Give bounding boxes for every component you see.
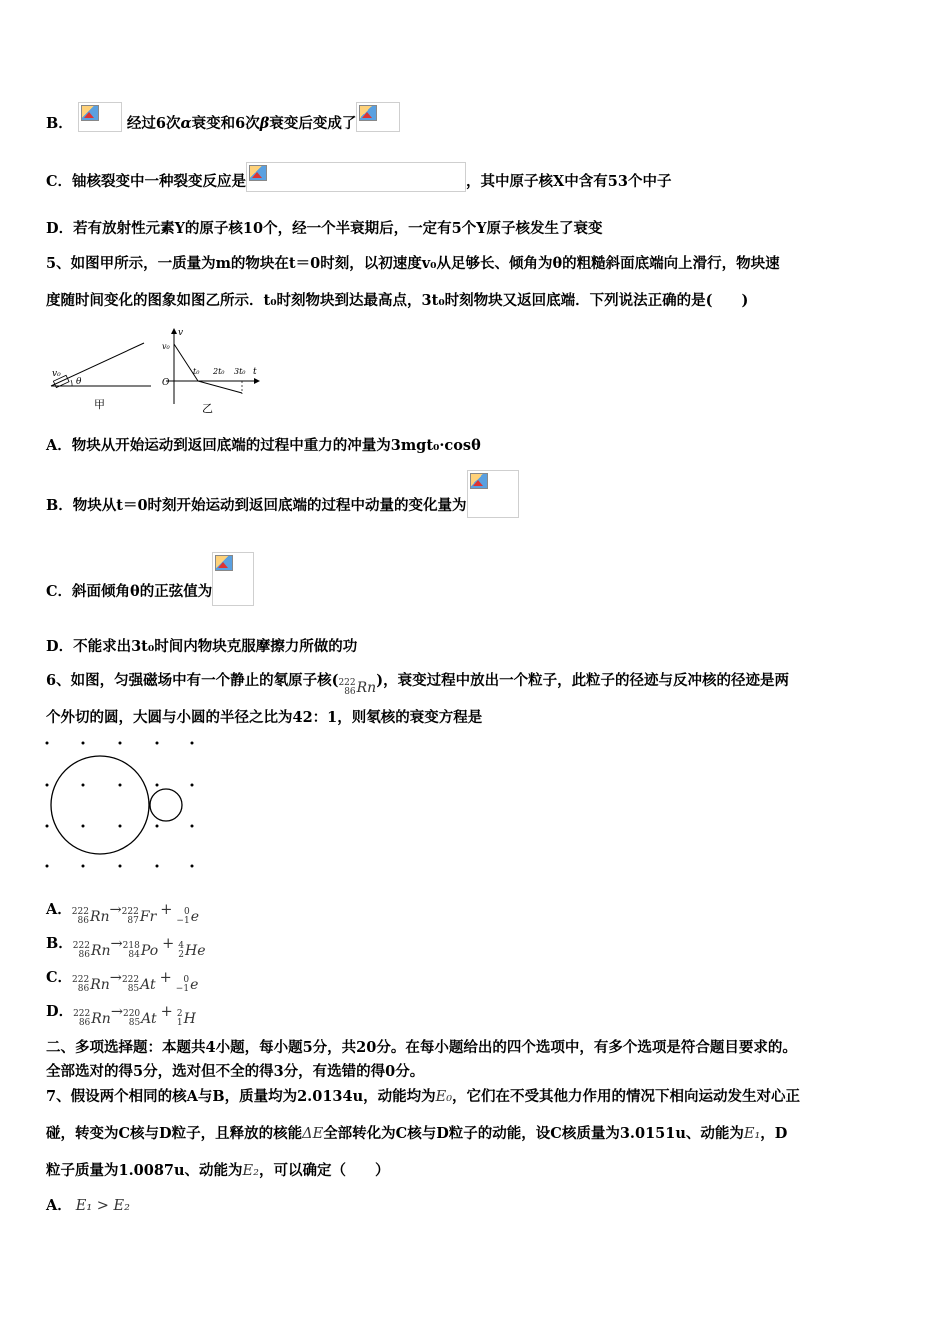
image-placeholder-icon — [356, 102, 400, 132]
theta-label: θ — [76, 377, 82, 387]
plus-sign: + — [159, 970, 172, 986]
emitted-particle: 0 −1 e — [176, 907, 199, 926]
arrow: → — [109, 902, 122, 918]
parent-nucleus: 222 86 Rn — [72, 975, 110, 994]
q5-option-a: A．物块从开始运动到返回底端的过程中重力的冲量为3mgt₀·cosθ — [46, 437, 481, 454]
q7-option-a-formula: E₁ > E₂ — [75, 1198, 130, 1214]
q6-magnetic-field-figure — [40, 736, 205, 872]
arrow: → — [110, 936, 123, 952]
2t0-tick-label: 2t₀ — [213, 367, 225, 376]
image-placeholder-icon — [212, 552, 254, 606]
q6-stem-line2: 个外切的圆，大圆与小圆的半径之比为42：1，则氡核的衰变方程是 — [46, 709, 483, 726]
option-letter: A． — [46, 901, 72, 918]
radon-nucleus: 222 86 Rn — [338, 678, 377, 697]
v0-label-jia: v₀ — [52, 369, 61, 379]
q4-option-c: C．铀核裂变中一种裂变反应是 ，其中原子核X中含有53个中子 — [46, 172, 671, 192]
arrow: → — [110, 1004, 123, 1020]
daughter-nucleus: 218 84 Po — [122, 941, 159, 960]
delta-e-symbol: ΔE — [302, 1126, 324, 1142]
small-circle-track — [150, 789, 182, 821]
q5-stem-line1: 5、如图甲所示，一质量为m的物块在t＝0时刻，以初速度v₀从足够长、倾角为θ的粗糙斜面底端向上滑行，物块速 — [46, 255, 780, 272]
origin-label: O — [162, 378, 170, 388]
e2-symbol: E₂ — [242, 1163, 259, 1179]
q6-stem-line1: 6、如图，匀强磁场中有一个静止的氡原子核( 222 86 Rn )，衰变过程中放出一个粒子，此粒子的径迹与反冲核的径迹是两 — [46, 672, 790, 697]
label-yi: 乙 — [202, 402, 213, 415]
large-circle-track — [51, 756, 149, 854]
label-jia: 甲 — [94, 398, 105, 411]
q6-option — [46, 934, 206, 961]
daughter-nucleus: 220 85 At — [122, 1009, 157, 1028]
3t0-tick-label: 3t₀ — [234, 367, 246, 376]
option-letter: B． — [46, 935, 73, 952]
daughter-nucleus: 222 87 Fr — [121, 907, 157, 926]
v-axis-label: v — [178, 328, 184, 338]
incline-slope — [51, 343, 144, 386]
q6-option — [46, 1002, 196, 1029]
daughter-nucleus: 222 85 At — [121, 975, 156, 994]
q5-stem-line2: 度随时间变化的图象如图乙所示．t₀时刻物块到达最高点，3t₀时刻物块又返回底端．下列说法正确的是( ) — [46, 292, 749, 309]
parent-nucleus: 222 86 Rn — [72, 941, 111, 960]
emitted-particle: 2 1 H — [176, 1009, 196, 1028]
q5-option-d: D．不能求出3t₀时间内物块克服摩擦力所做的功 — [46, 638, 358, 655]
q6-option — [46, 968, 198, 995]
q4-option-b: B． 经过6次α衰变和6次β衰变后变成了 — [46, 114, 400, 134]
emitted-particle: 0 −1 e — [175, 975, 199, 994]
arrow: → — [109, 970, 122, 986]
section2-line1: 二、多项选择题：本题共4小题，每小题5分，共20分。在每小题给出的四个选项中，有多个选项是符合题目要求的。 — [46, 1039, 797, 1056]
option-letter: B． — [46, 115, 73, 132]
q5-figure — [46, 326, 276, 416]
option-letter: C． — [46, 969, 73, 986]
image-placeholder-icon — [246, 162, 466, 192]
q4-option-d: D．若有放射性元素Y的原子核10个，经一个半衰期后，一定有5个Y原子核发生了衰变 — [46, 220, 603, 237]
parent-nucleus: 222 86 Rn — [71, 907, 110, 926]
v0-label-yi: v₀ — [162, 342, 170, 351]
option-letter: D． — [46, 1003, 74, 1020]
image-placeholder-icon — [78, 102, 122, 132]
angle-arc — [71, 380, 72, 386]
plus-sign: + — [162, 936, 175, 952]
q7-stem-line2: 碰，转变为C核与D粒子，且释放的核能ΔE全部转化为C核与D粒子的动能，设C核质量为3.0151u、动能为E₁，D — [46, 1125, 788, 1142]
section2-line2: 全部选对的得5分，选对但不全的得3分，有选错的得0分。 — [46, 1063, 425, 1080]
q6-option — [46, 900, 199, 927]
plus-sign: + — [160, 902, 173, 918]
q7-option-a: A． E₁ > E₂ — [46, 1197, 130, 1214]
q7-stem-line1: 7、假设两个相同的核A与B，质量均为2.0134u，动能均为E₀，它们在不受其他力作用的情况下相向运动发生对心正 — [46, 1088, 801, 1105]
q5-option-b: B．物块从t＝0时刻开始运动到返回底端的过程中动量的变化量为 — [46, 494, 519, 518]
vt-down-segment — [198, 381, 242, 393]
t0-tick-label: t₀ — [193, 367, 200, 376]
plus-sign: + — [160, 1004, 173, 1020]
q7-stem-line3: 粒子质量为1.0087u、动能为E₂，可以确定（ ） — [46, 1162, 390, 1179]
parent-nucleus: 222 86 Rn — [73, 1009, 111, 1028]
t-axis-label: t — [253, 367, 257, 377]
e1-symbol: E₁ — [743, 1126, 761, 1142]
emitted-particle: 4 2 He — [178, 941, 206, 960]
e0-symbol: E₀ — [435, 1089, 453, 1105]
q5-option-c: C．斜面倾角θ的正弦值为 — [46, 578, 254, 606]
image-placeholder-icon — [467, 470, 519, 518]
